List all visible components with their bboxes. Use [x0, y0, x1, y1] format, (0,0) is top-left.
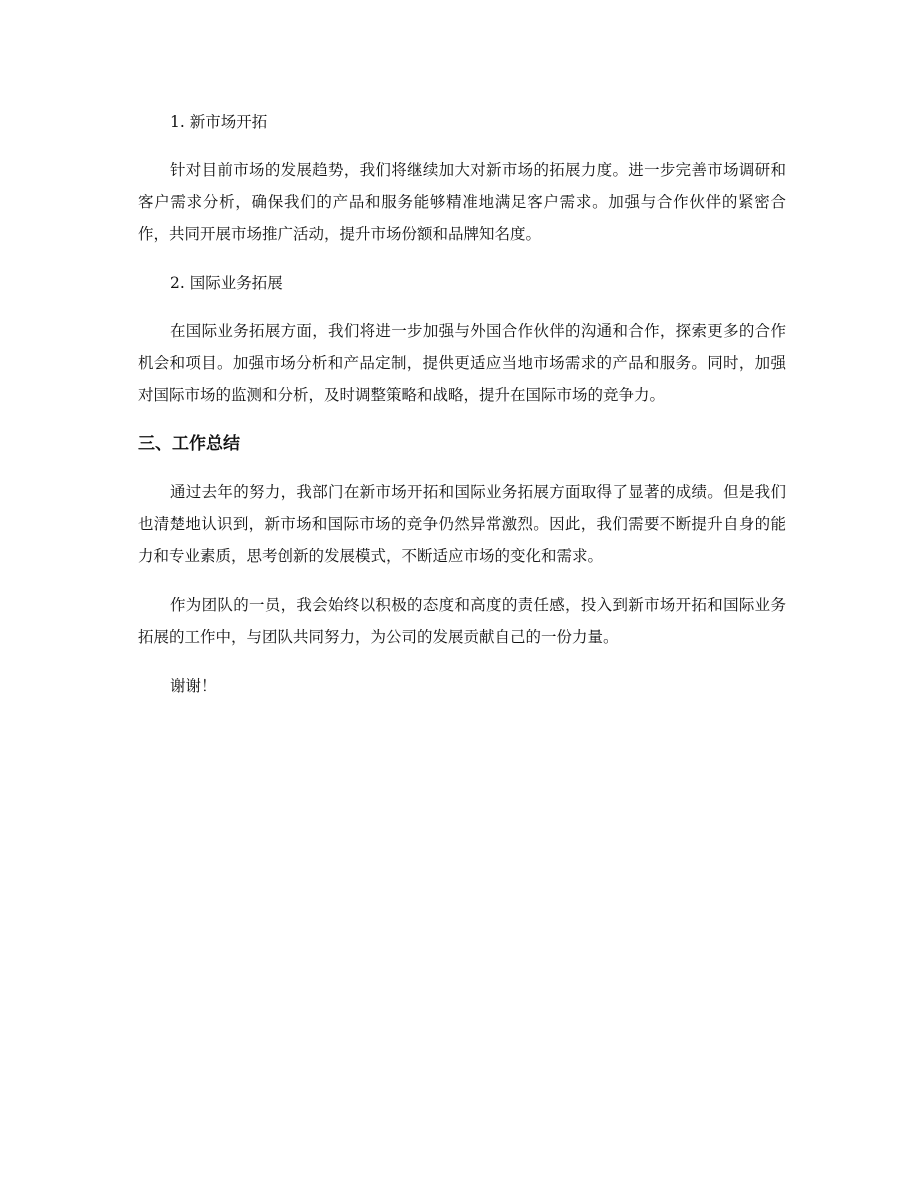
subsection-heading-international: 2. 国际业务拓展	[170, 274, 283, 292]
document-content	[138, 106, 786, 702]
closing-text: 谢谢！	[170, 677, 217, 695]
section-heading-summary: 三、工作总结	[138, 434, 240, 454]
paragraph-new-market: 针对目前市场的发展趋势，我们将继续加大对新市场的拓展力度。进一步完善市场调研和客户需求分析，确保我们的产品和服务能够精准地满足客户需求。加强与合作伙伴的紧密合作，共同开展市场推广活动，提升市场份额和品牌知名度。	[138, 161, 786, 243]
subsection-heading-new-market: 1. 新市场开拓	[170, 113, 268, 131]
paragraph-international: 在国际业务拓展方面，我们将进一步加强与外国合作伙伴的沟通和合作，探索更多的合作机会和项目。加强市场分析和产品定制，提供更适应当地市场需求的产品和服务。同时，加强对国际市场的监测和分析，及时调整策略和战略，提升在国际市场的竞争力。	[138, 322, 786, 404]
paragraph-summary-1: 通过去年的努力，我部门在新市场开拓和国际业务拓展方面取得了显著的成绩。但是我们也清楚地认识到，新市场和国际市场的竞争仍然异常激烈。因此，我们需要不断提升自身的能力和专业素质，思考创新的发展模式，不断适应市场的变化和需求。	[138, 483, 786, 565]
paragraph-summary-2: 作为团队的一员，我会始终以积极的态度和高度的责任感，投入到新市场开拓和国际业务拓展的工作中，与团队共同努力，为公司的发展贡献自己的一份力量。	[138, 596, 786, 646]
